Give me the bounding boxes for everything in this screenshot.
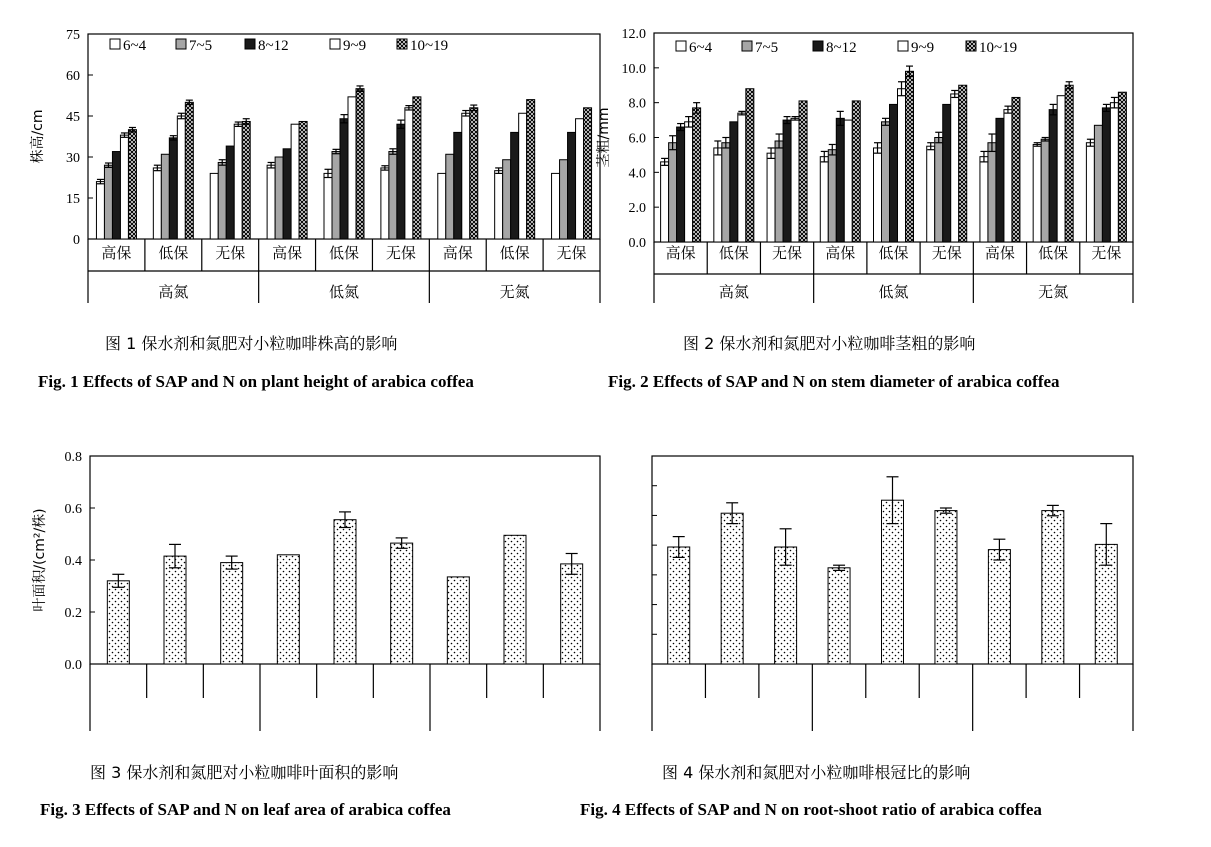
bar bbox=[568, 132, 576, 239]
bar bbox=[1102, 108, 1110, 242]
bar bbox=[324, 173, 332, 239]
bar bbox=[668, 547, 690, 664]
group-label: 无氮 bbox=[499, 283, 530, 301]
category-label: 低保 bbox=[499, 244, 530, 262]
fig3-caption-en: Fig. 3 Effects of SAP and N on leaf area of arabica coffea bbox=[40, 800, 451, 819]
bar bbox=[882, 122, 890, 242]
bar bbox=[1042, 511, 1064, 664]
bar bbox=[1086, 143, 1094, 242]
chart-root-shoot-ratio bbox=[652, 456, 1133, 731]
bar bbox=[348, 97, 356, 239]
bar bbox=[828, 150, 836, 242]
bar bbox=[661, 162, 669, 242]
bar bbox=[462, 113, 470, 239]
bar bbox=[153, 168, 161, 239]
category-label: 低保 bbox=[878, 244, 909, 262]
bar bbox=[128, 130, 136, 239]
category-label: 低保 bbox=[1038, 244, 1069, 262]
legend-label: 8~12 bbox=[258, 38, 289, 54]
legend-label: 6~4 bbox=[689, 40, 713, 56]
bar bbox=[277, 555, 299, 664]
category-label: 高保 bbox=[825, 244, 856, 262]
bar bbox=[721, 513, 743, 664]
bar bbox=[112, 152, 120, 239]
bar bbox=[882, 500, 904, 664]
chart-leaf-area bbox=[31, 450, 600, 731]
bar bbox=[1118, 92, 1126, 242]
legend-label: 6~4 bbox=[123, 38, 147, 54]
legend-label: 10~19 bbox=[979, 40, 1018, 56]
fig4-caption-en: Fig. 4 Effects of SAP and N on root-shoot ratio of arabica coffea bbox=[580, 800, 1042, 819]
bar bbox=[242, 121, 250, 239]
legend-swatch bbox=[110, 39, 120, 49]
y-tick-label: 2.0 bbox=[628, 201, 646, 217]
y-tick-label: 75 bbox=[66, 28, 80, 43]
legend-label: 9~9 bbox=[343, 38, 367, 54]
bar bbox=[120, 135, 128, 239]
y-axis-label: 株高/cm bbox=[30, 109, 46, 164]
bar bbox=[767, 153, 775, 242]
bar bbox=[356, 89, 364, 239]
bar bbox=[783, 120, 791, 242]
bar bbox=[107, 581, 129, 664]
legend-swatch bbox=[813, 41, 823, 51]
bar bbox=[511, 132, 519, 239]
category-label: 高保 bbox=[101, 244, 132, 262]
bar bbox=[1057, 96, 1065, 242]
legend-swatch bbox=[176, 39, 186, 49]
bar bbox=[927, 146, 935, 242]
bar bbox=[828, 568, 850, 664]
bar bbox=[791, 118, 799, 242]
bar bbox=[96, 182, 104, 239]
legend-label: 7~5 bbox=[189, 38, 213, 54]
category-label: 无保 bbox=[1091, 244, 1122, 262]
legend-swatch bbox=[330, 39, 340, 49]
bar bbox=[340, 119, 348, 239]
category-label: 无保 bbox=[772, 244, 803, 262]
bar bbox=[503, 160, 511, 239]
legend-label: 7~5 bbox=[755, 40, 779, 56]
fig2-caption-en: Fig. 2 Effects of SAP and N on stem diameter of arabica coffea bbox=[608, 372, 1060, 391]
bar bbox=[799, 101, 807, 242]
bar bbox=[935, 138, 943, 243]
bar bbox=[693, 108, 701, 242]
bar bbox=[504, 535, 526, 664]
bar bbox=[1049, 110, 1057, 242]
bar bbox=[1065, 85, 1073, 242]
bar bbox=[1094, 125, 1102, 242]
group-label: 高氮 bbox=[718, 283, 749, 301]
group-label: 低氮 bbox=[328, 283, 360, 301]
bar bbox=[836, 118, 844, 242]
fig1-caption-en: Fig. 1 Effects of SAP and N on plant height of arabica coffea bbox=[38, 372, 474, 391]
bar bbox=[226, 146, 234, 239]
bar bbox=[218, 162, 226, 239]
bar bbox=[996, 118, 1004, 242]
bar bbox=[267, 165, 275, 239]
y-tick-label: 10.0 bbox=[621, 61, 646, 77]
y-tick-label: 0.0 bbox=[64, 658, 82, 673]
category-label: 高保 bbox=[272, 244, 303, 262]
bar bbox=[381, 168, 389, 239]
bar bbox=[405, 108, 413, 239]
bar bbox=[185, 102, 193, 239]
bar bbox=[334, 520, 356, 664]
bar bbox=[852, 101, 860, 242]
bar bbox=[775, 141, 783, 242]
legend-swatch bbox=[742, 41, 752, 51]
bar bbox=[161, 154, 169, 239]
bar bbox=[210, 173, 218, 239]
bar bbox=[677, 127, 685, 242]
category-label: 高保 bbox=[442, 244, 473, 262]
legend-swatch bbox=[966, 41, 976, 51]
y-tick-label: 0.0 bbox=[628, 236, 646, 251]
group-label: 高氮 bbox=[158, 283, 189, 301]
bar bbox=[951, 94, 959, 242]
y-tick-label: 0.2 bbox=[64, 606, 82, 621]
bar bbox=[1033, 144, 1041, 242]
bar bbox=[959, 85, 967, 242]
bar bbox=[438, 173, 446, 239]
bar bbox=[332, 152, 340, 239]
y-tick-label: 0 bbox=[73, 233, 80, 248]
y-tick-label: 8.0 bbox=[628, 96, 646, 112]
bar bbox=[890, 104, 898, 242]
bar bbox=[446, 154, 454, 239]
bar bbox=[1012, 97, 1020, 242]
category-label: 低保 bbox=[718, 244, 749, 262]
fig3-caption-cn: 图 3 保水剂和氮肥对小粒咖啡叶面积的影响 bbox=[90, 763, 399, 782]
bar bbox=[906, 71, 914, 242]
bar bbox=[283, 149, 291, 239]
bar bbox=[820, 157, 828, 242]
bar bbox=[685, 122, 693, 242]
fig2-caption-cn: 图 2 保水剂和氮肥对小粒咖啡茎粗的影响 bbox=[683, 334, 976, 353]
category-label: 无保 bbox=[215, 244, 246, 262]
bar bbox=[1110, 103, 1118, 242]
chart-plant-height bbox=[29, 28, 600, 303]
bar bbox=[221, 563, 243, 664]
bar bbox=[738, 113, 746, 242]
bar bbox=[935, 511, 957, 664]
category-label: 高保 bbox=[984, 244, 1015, 262]
bar bbox=[874, 148, 882, 242]
y-tick-label: 45 bbox=[66, 110, 80, 125]
legend-swatch bbox=[397, 39, 407, 49]
fig1-caption-cn: 图 1 保水剂和氮肥对小粒咖啡株高的影响 bbox=[105, 334, 398, 353]
bar bbox=[164, 556, 186, 664]
y-tick-label: 0.8 bbox=[64, 450, 82, 465]
bar bbox=[169, 138, 177, 239]
legend-swatch bbox=[676, 41, 686, 51]
fig4-caption-cn: 图 4 保水剂和氮肥对小粒咖啡根冠比的影响 bbox=[662, 763, 971, 782]
bar bbox=[495, 171, 503, 239]
bar bbox=[1041, 139, 1049, 242]
y-tick-label: 6.0 bbox=[628, 131, 646, 147]
legend-swatch bbox=[245, 39, 255, 49]
bar bbox=[898, 89, 906, 242]
group-label: 无氮 bbox=[1038, 283, 1069, 301]
bar bbox=[988, 143, 996, 242]
bar bbox=[275, 157, 283, 239]
legend-swatch bbox=[898, 41, 908, 51]
bar bbox=[177, 116, 185, 239]
bar bbox=[413, 97, 421, 239]
bar bbox=[470, 108, 478, 239]
bar bbox=[104, 165, 112, 239]
y-tick-label: 15 bbox=[66, 192, 80, 207]
y-tick-label: 30 bbox=[66, 151, 80, 166]
legend-label: 8~12 bbox=[826, 40, 857, 56]
bar bbox=[1004, 110, 1012, 242]
bar bbox=[722, 143, 730, 242]
bar bbox=[988, 550, 1010, 664]
bar bbox=[397, 124, 405, 239]
category-label: 无保 bbox=[385, 244, 416, 262]
bar bbox=[454, 132, 462, 239]
bar bbox=[730, 122, 738, 242]
y-axis-label: 茎粗/mm bbox=[596, 107, 612, 168]
bar bbox=[584, 108, 592, 239]
category-label: 无保 bbox=[556, 244, 587, 262]
y-tick-label: 0.4 bbox=[64, 554, 82, 569]
bar bbox=[527, 100, 535, 239]
bar bbox=[714, 148, 722, 242]
bar bbox=[560, 160, 568, 239]
bar bbox=[552, 173, 560, 239]
bar bbox=[389, 152, 397, 239]
bar bbox=[561, 564, 583, 664]
bar bbox=[576, 119, 584, 239]
category-label: 低保 bbox=[328, 244, 360, 262]
category-label: 高保 bbox=[665, 244, 696, 262]
bar bbox=[299, 121, 307, 239]
legend-label: 10~19 bbox=[410, 38, 449, 54]
category-label: 低保 bbox=[158, 244, 189, 262]
bar bbox=[669, 143, 677, 242]
bar bbox=[391, 543, 413, 664]
chart-stem-diameter bbox=[595, 27, 1133, 303]
y-axis-label: 叶面积/(cm²/株) bbox=[32, 508, 48, 612]
category-label: 无保 bbox=[931, 244, 962, 262]
bar bbox=[844, 120, 852, 242]
bar bbox=[519, 113, 527, 239]
legend-label: 9~9 bbox=[911, 40, 935, 56]
bar bbox=[980, 157, 988, 242]
y-tick-label: 4.0 bbox=[628, 166, 646, 182]
bar bbox=[447, 577, 469, 664]
bar bbox=[746, 89, 754, 242]
group-label: 低氮 bbox=[878, 283, 909, 301]
bar bbox=[943, 104, 951, 242]
bar bbox=[291, 124, 299, 239]
y-tick-label: 0.6 bbox=[64, 502, 82, 517]
y-tick-label: 12.0 bbox=[621, 27, 646, 42]
bar bbox=[234, 124, 242, 239]
y-tick-label: 60 bbox=[66, 69, 80, 84]
